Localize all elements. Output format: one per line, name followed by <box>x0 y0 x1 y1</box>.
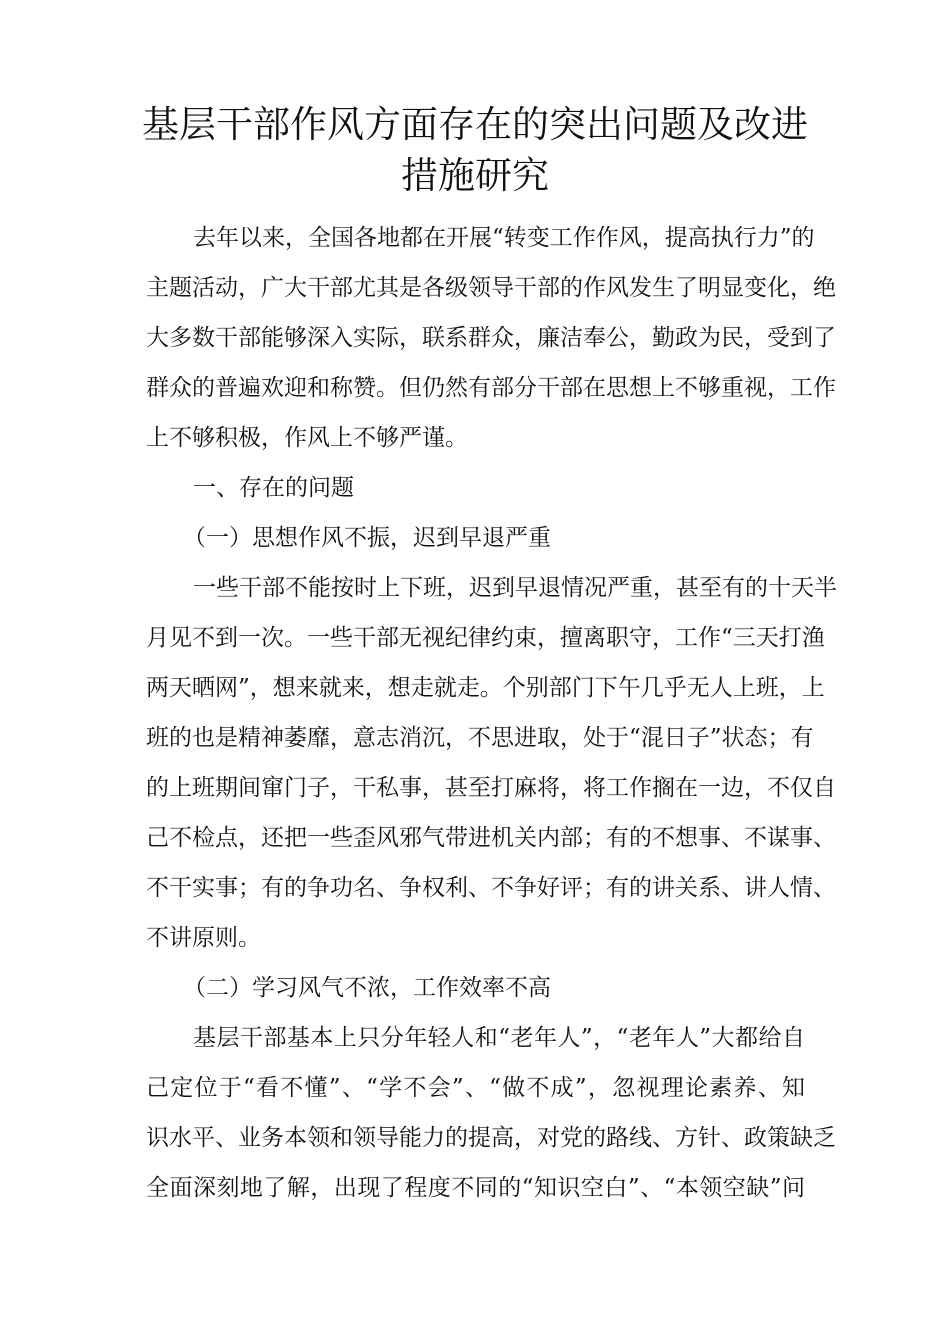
paragraph-2-line-7: 不干实事；有的争功名、争权利、不争好评；有的讲关系、讲人情、 <box>146 875 836 901</box>
paragraph-1-line-4: 群众的普遍欢迎和称赞。但仍然有部分干部在思想上不够重视，工作 <box>146 375 836 401</box>
paragraph-1-line-5: 上不够积极，作风上不够严谨。 <box>146 425 468 451</box>
paragraph-2-line-1: 一些干部不能按时上下班，迟到早退情况严重，甚至有的十天半 <box>193 575 837 601</box>
paragraph-1-line-3: 大多数干部能够深入实际，联系群众，廉洁奉公，勤政为民，受到了 <box>146 325 836 351</box>
paragraph-2-line-8: 不讲原则。 <box>146 925 261 951</box>
subheading-2: （二）学习风气不浓，工作效率不高 <box>183 975 551 1001</box>
paragraph-2-line-3: 两天晒网”，想来就来，想走就走。个别部门下午几乎无人上班，上 <box>146 675 825 701</box>
paragraph-3-line-2: 己定位于“看不懂”、“学不会”、“做不成”，忽视理论素养、知 <box>146 1075 805 1101</box>
paragraph-3-line-4: 全面深刻地了解，出现了程度不同的“知识空白”、“本领空缺”问 <box>146 1175 805 1201</box>
document-title-line-1: 基层干部作风方面存在的突出问题及改进 <box>142 103 808 146</box>
subheading-1: （一）思想作风不振，迟到早退严重 <box>183 525 551 551</box>
paragraph-2-line-5: 的上班期间窜门子，干私事，甚至打麻将，将工作搁在一边，不仅自 <box>146 775 836 801</box>
document-title-line-2: 措施研究 <box>401 154 549 197</box>
paragraph-3-line-1: 基层干部基本上只分年轻人和“老年人”，“老年人”大都给自 <box>193 1025 805 1051</box>
section-heading-1: 一、存在的问题 <box>193 475 354 501</box>
paragraph-2-line-2: 月见不到一次。一些干部无视纪律约束，擅离职守，工作“三天打渔 <box>146 625 825 651</box>
paragraph-1-line-1: 去年以来，全国各地都在开展“转变工作作风，提高执行力”的 <box>193 225 815 251</box>
paragraph-2-line-4: 班的也是精神萎靡，意志消沉，不思进取，处于“混日子”状态；有 <box>146 725 814 751</box>
paragraph-3-line-3: 识水平、业务本领和领导能力的提高，对党的路线、方针、政策缺乏 <box>146 1125 836 1151</box>
paragraph-2-line-6: 己不检点，还把一些歪风邪气带进机关内部；有的不想事、不谋事、 <box>146 825 836 851</box>
paragraph-1-line-2: 主题活动，广大干部尤其是各级领导干部的作风发生了明显变化，绝 <box>146 275 836 301</box>
